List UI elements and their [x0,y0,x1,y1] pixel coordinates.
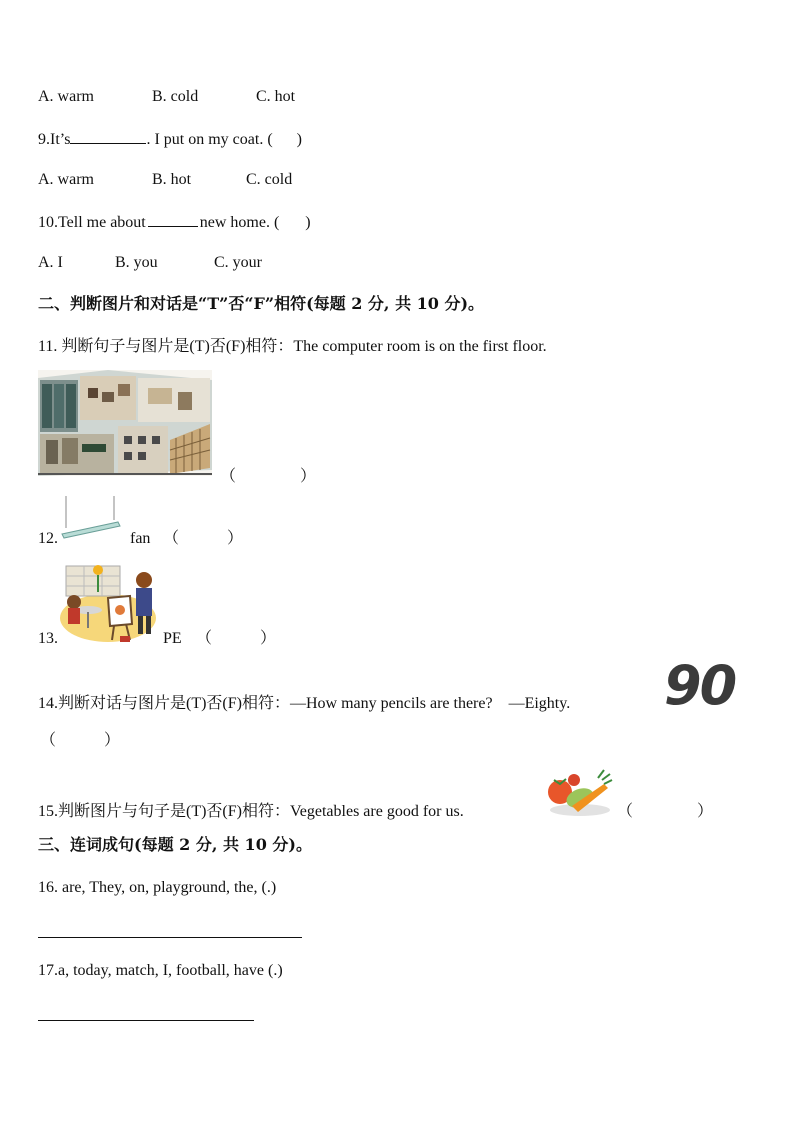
q16-text: 16. are, They, on, playground, the, (.) [38,879,277,896]
q12-word: fan [130,530,151,547]
q9-close: ) [296,131,302,148]
q10-blank [148,212,198,227]
q15-text: 15.判断图片与句子是(T)否(F)相符：Vegetables are good for us. [38,803,464,820]
q10-suffix: new home. ( [199,214,280,231]
art-class-illustration [58,562,160,646]
q8-options [38,87,295,107]
q11-text: 11. 判断句子与图片是(T)否(F)相符：The computer room is on the first floor. [38,338,547,355]
q13-word: PE [163,630,182,647]
q9-option-b: B. hot [152,171,192,188]
q10-close: ) [305,214,311,231]
classroom-building-illustration [38,370,212,476]
q8-option-b: B. cold [152,88,199,105]
q8-option-c: C. hot [256,88,296,105]
q10-options [38,253,262,273]
q9-blank [70,129,146,144]
q9-option-c: C. cold [246,171,293,188]
q13-number: 13. [38,630,58,647]
q10-option-a: A. I [38,254,63,271]
q14-answer-paren: （ ） [40,732,121,749]
q15-answer-paren: （ ） [617,803,714,820]
vegetables-illustration [544,766,614,818]
q9-prefix: 9.It’s [38,131,71,148]
q9-options [38,170,292,190]
q13-answer-paren: （ ） [196,630,277,647]
fluorescent-lamp-illustration [60,494,122,540]
q10-question [38,212,311,233]
q16-answer-line [38,937,302,938]
q11-answer-paren: （ ） [220,468,317,485]
q9-question [38,129,302,150]
q10-option-c: C. your [214,254,262,271]
number-90-graphic: 90 [664,654,736,717]
q12-number: 12. [38,530,58,547]
q9-suffix: . I put on my coat. ( [146,131,273,148]
q10-prefix: 10.Tell me about [38,214,146,231]
q12-answer-paren: （ ） [163,530,244,547]
q9-option-a: A. warm [38,171,94,188]
section-2-title: 二、判断图片和对话是“T”否“F”相符(每题 2 分, 共 10 分)。 [38,294,485,313]
q17-answer-line [38,1020,254,1021]
q10-option-b: B. you [115,254,158,271]
section-3-title: 三、连词成句(每题 2 分, 共 10 分)。 [38,835,312,854]
q8-option-a: A. warm [38,88,94,105]
q17-text: 17.a, today, match, I, football, have (.) [38,962,283,979]
q14-text: 14.判断对话与图片是(T)否(F)相符：—How many pencils are there? —Eighty. [38,695,571,712]
